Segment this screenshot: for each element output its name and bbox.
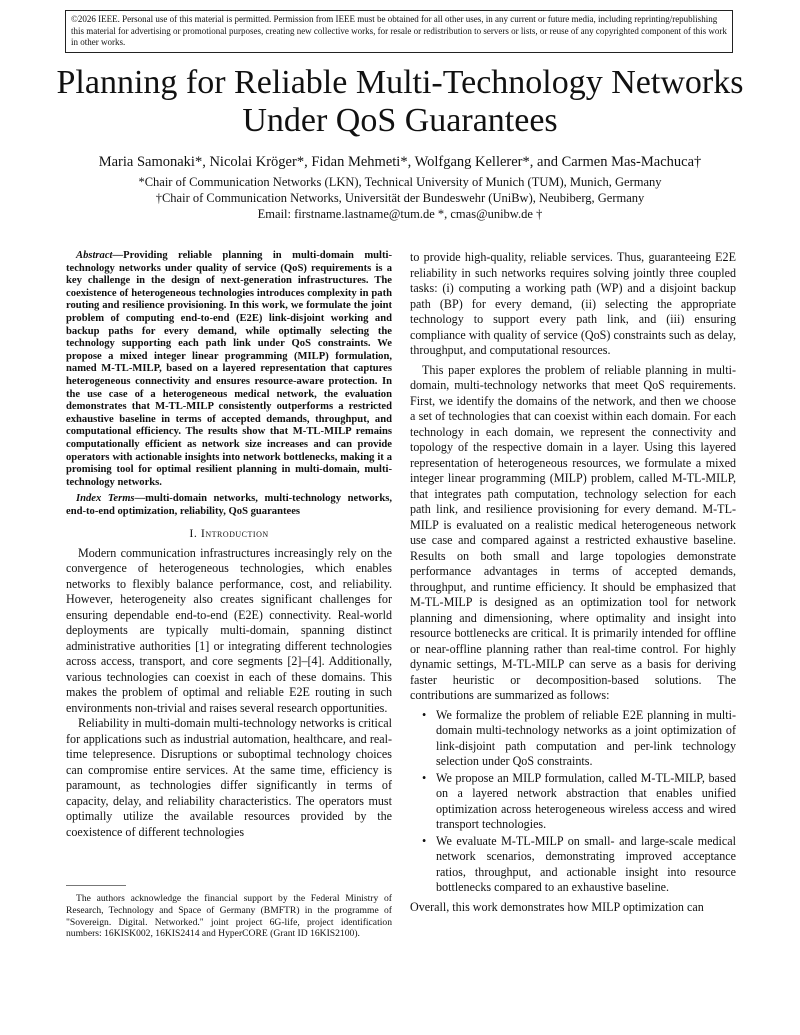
left-column [66, 250, 392, 840]
list-item: • We propose an MILP formulation, called M-TL-MILP, based on a layered network abstraction that enables unified optimization across heterogeneous wireless access and wired transport technologies. [436, 771, 736, 833]
index-terms [66, 493, 392, 518]
affiliation-tum: *Chair of Communication Networks (LKN), Technical University of Munich (TUM), Munich, Germany [138, 175, 662, 189]
abstract-text: —Providing reliable planning in multi-domain multi-technology networks under quality of service (QoS) requirements is a key challenge in the design of next-generation infrastructures. The coexistence of heterogeneous technologies introduces complexity in path routing and resilience provisioning. In this work, we formulate the joint problem of computing end-to-end (E2E) link-disjoint working and backup paths for every demand, while optimally selecting the technology supporting each path link under QoS constraints. We propose a mixed integer linear programming (MILP) formulation, named M-TL-MILP, based on a layered representation that captures heterogeneous connectivity and ensures resource-aware protection. In the use case of a heterogeneous medical network, the evaluation demonstrates that M-TL-MILP consistently outperforms a restricted exhaustive baseline in terms of accepted demands, throughput, and computational efficiency. The results show that M-TL-MILP remains computationally efficient as network size increases and can provide operators with actionable insights into network bottlenecks, making it a promising tool for optimal resilient planning in multi-domain, multi-technology networks. [66, 250, 392, 488]
index-terms-label: Index Terms [76, 493, 135, 505]
footnote-rule [66, 885, 126, 886]
intro-paragraph-1: Modern communication infrastructures increasingly rely on the convergence of heterogeneous technologies, which enables networks to flexibly balance performance, cost, and reliability. However, heterogeneity also creates significant challenges for ensuring dependable end-to-end (E2E) connectivity. Real-world deployments are typically multi-domain, spanning distinct administrative authorities [1] or integrating different technologies across access, transport, and core segments [2]–[4]. Additionally, various technologies can coexist in each of these domains. This makes the problem of optimal and reliable E2E routing in such environments non-trivial and raises several research opportunities. [66, 545, 392, 715]
paper-title [40, 64, 760, 140]
section-heading-introduction: I. Introduction [189, 526, 269, 541]
intro-paragraph-5: Overall, this work demonstrates how MILP optimization can [410, 899, 704, 914]
copyright-notice: ©2026 IEEE. Personal use of this material is permitted. Permission from IEEE must be obtained for all other uses, in any current or future media, including reprinting/republishing this material for advertising or promotional purposes, creating new collective works, for resale or redistribution to servers or lists, or reuse of any copyrighted component of this work in other works. [65, 10, 733, 53]
author-list: Maria Samonaki*, Nicolai Kröger*, Fidan Mehmeti*, Wolfgang Kellerer*, and Carmen Mas-Machuca† [98, 154, 702, 170]
abstract-label: Abstract [76, 250, 113, 261]
right-column [410, 250, 736, 915]
author-email: Email: firstname.lastname@tum.de *, cmas@unibw.de † [257, 207, 543, 221]
index-terms-text: —multi-domain networks, multi-technology networks, end-to-end optimization, reliability, QoS guarantees [66, 493, 392, 517]
abstract [66, 250, 392, 489]
title-line-1: Planning for Reliable Multi-Technology Networks [56, 64, 744, 101]
list-item: • We evaluate M-TL-MILP on small- and large-scale medical network scenarios, demonstrating improved acceptance ratios, throughput, and actionable insight into resource bottlenecks compared to an exhaustive baseline. [436, 834, 736, 896]
intro-paragraph-3: to provide high-quality, reliable services. Thus, guaranteeing E2E reliability in such networks requires solving jointly three coupled tasks: (i) computing a working path (WP) and a disjoint backup path (BP) for every demand, (ii) selecting the appropriate technology to support every path link, and (iii) ensuring compliance with quality of service (QoS) constraints such as delay, throughput, and computational resources. [410, 250, 736, 357]
contributions-list [410, 708, 736, 896]
list-item: • We formalize the problem of reliable E2E planning in multi-domain multi-technology networks as a joint optimization of link-disjoint path computation and per-link technology selection under QoS constraints. [436, 708, 736, 770]
intro-paragraph-2: Reliability in multi-domain multi-technology networks is critical for applications such as industrial automation, healthcare, and real-time telepresence. Disruptions or suboptimal technology choices can compromise entire services. At the same time, efficiency is paramount, as technologies differ significantly in terms of capacity, delay, and reliability characteristics. The operators must optimally utilize the available resources provided by the coexistence of different technologies [66, 716, 392, 839]
title-line-2: Under QoS Guarantees [242, 102, 558, 139]
footnote-funding: The authors acknowledge the financial support by the Federal Ministry of Research, Technology and Space of Germany (BMFTR) in the programme of "Sovereign. Digital. Networked." joint project 6G-life, project identification numbers: 16KISK002, 16KIS2414 and HyperCORE (Grant ID 16KIS2100). [66, 893, 392, 940]
affiliation-unibw: †Chair of Communication Networks, Universität der Bundeswehr (UniBw), Neubiberg, Germany [155, 191, 645, 205]
intro-paragraph-4: This paper explores the problem of reliable planning in multi-domain, multi-technology networks that meet QoS requirements. First, we identify the domains of the network, and then we choose a set of technologies that can coexist within each domain. For each technology in each domain, we represent the connectivity and topology of the respective domain in a layer. Using this layered representation of heterogeneous resources, we formulate a mixed integer linear programming (MILP) problem, called M-TL-MILP, that integrates path computation, technology selection for each path link, and resilience provisioning for every demand. M-TL-MILP is evaluated on a realistic medical heterogeneous network use case and compared against a restricted exhaustive baseline. Results on both small and large topologies demonstrate performance advantages in terms of accepted demands, throughput, and runtime efficiency. It should be emphasized that M-TL-MILP is designed as an optimization tool for network planning and dimensioning, where optimality and insight into resource bottlenecks are critical. It is primarily intended for offline or near-offline planning rather than real-time control. For highly dynamic settings, M-TL-MILP can serve as a basis for deriving faster heuristic or decomposition-based solutions. The contributions are summarized as follows: [410, 362, 736, 702]
